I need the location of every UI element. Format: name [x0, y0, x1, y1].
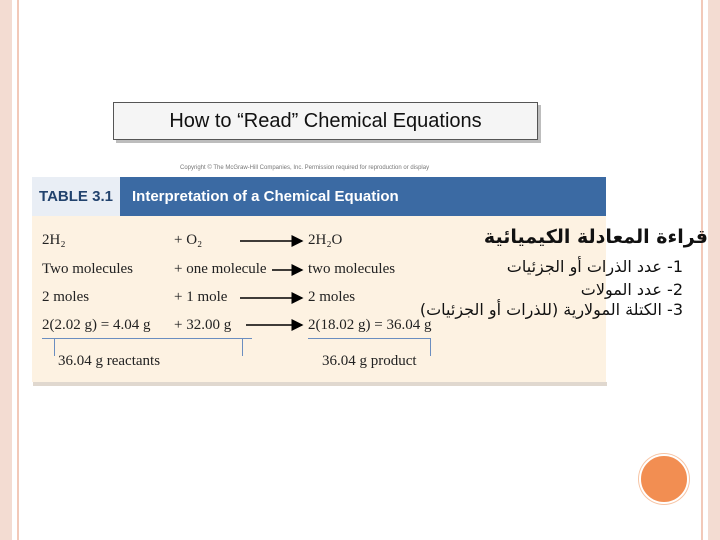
cell-col1-row4: 2(2.02 g) = 4.04 g: [42, 317, 151, 333]
slide-frame-left-line: [17, 0, 19, 540]
equation-table: [32, 177, 606, 382]
cell-col3-row2: two molecules: [308, 261, 396, 277]
slide-frame-right: [708, 0, 720, 540]
table-caption: Interpretation of a Chemical Equation: [132, 188, 399, 205]
cell-col1-row1: 2H₂: [42, 232, 66, 248]
cell-col3-row4: 2(18.02 g) = 36.04 g: [308, 317, 432, 333]
table-label: TABLE 3.1: [32, 177, 120, 216]
slide-frame-right-line: [701, 0, 703, 540]
cell-col2-row3: + 1 mole: [174, 289, 228, 305]
cell-col2-row4: + 32.00 g: [174, 317, 232, 333]
cell-col1-row3: 2 moles: [42, 289, 90, 305]
slide-title: How to “Read” Chemical Equations: [113, 102, 538, 140]
cell-col3-row3: 2 moles: [308, 289, 356, 305]
arabic-item-2: 2- عدد المولات: [580, 280, 683, 299]
reactants-total: 36.04 g reactants: [58, 353, 161, 369]
copyright-note: Copyright © The McGraw-Hill Companies, Inc. Permission required for reproduction or display: [180, 165, 430, 171]
slide-frame-left: [0, 0, 12, 540]
yields-arrows: [32, 177, 606, 382]
decorative-circle: [639, 454, 689, 504]
cell-col1-row2: Two molecules: [42, 261, 134, 277]
table-shadow: [33, 382, 607, 386]
product-total: 36.04 g product: [322, 353, 417, 369]
cell-col2-row1: + O₂: [174, 232, 203, 248]
arabic-heading: قراءة المعادلة الكيميائية: [483, 226, 708, 248]
arabic-item-1: 1- عدد الذرات أو الجزئيات: [506, 257, 683, 276]
cell-col2-row2: + one molecule: [174, 261, 267, 277]
cell-col3-row1: 2H₂O: [308, 232, 343, 248]
arabic-item-3: 3- الكتلة المولارية (للذرات أو الجزئيات): [419, 300, 683, 319]
